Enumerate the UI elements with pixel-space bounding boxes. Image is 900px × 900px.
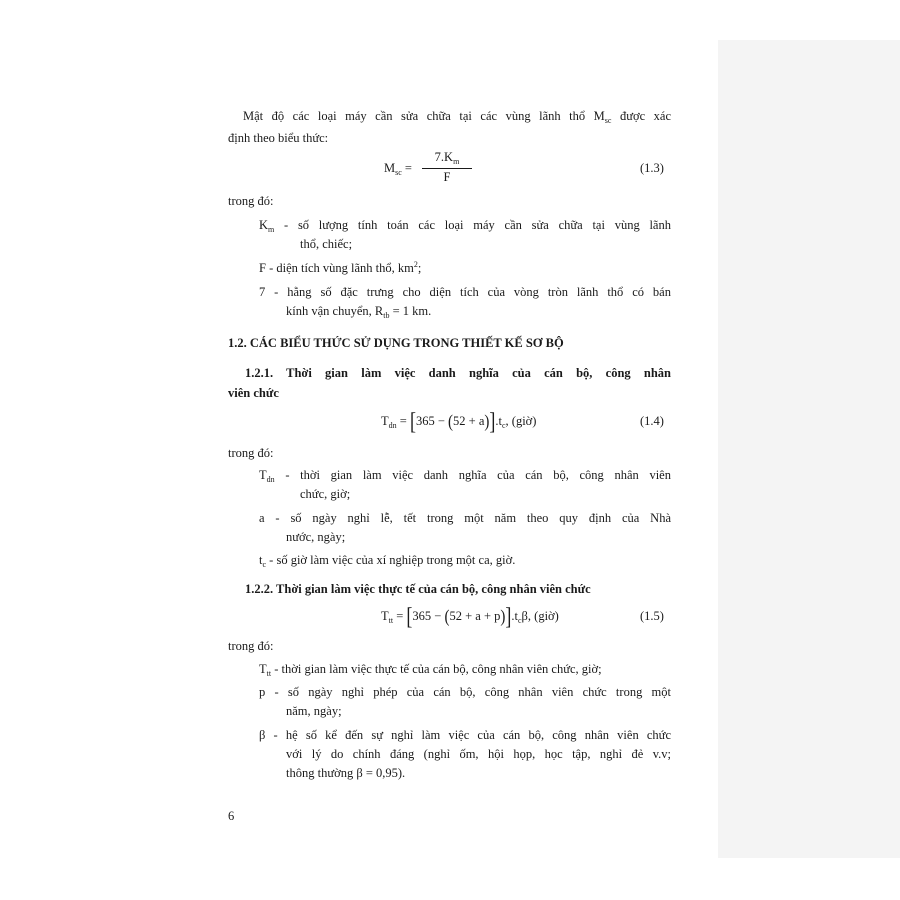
- where1-label: trong đó:: [228, 194, 274, 208]
- where3-label: trong đó:: [228, 639, 274, 653]
- eq14-expression: $T_{dn} = [365 - (52 + a)].t_c$, (giờ): [381, 407, 537, 435]
- eq15-expression: $T_{tt} = [365 - (52 + a + p)].t_c\beta$, (giờ): [381, 602, 559, 630]
- eq13-lhs: $M_{sc}$ =: [384, 161, 412, 177]
- subsection-1-2-1-title-cont: viên chức: [228, 386, 279, 400]
- section-1-2-title: 1.2. CÁC BIỂU THỨC SỬ DỤNG TRONG THIẾT KẾ SƠ BỘ: [228, 336, 564, 350]
- eq14-number: (1.4): [640, 414, 664, 428]
- subsection-1-2-1-title: 1.2.1. Thời gian làm việc danh nghĩa của cán bộ, công nhân: [245, 366, 671, 380]
- intro-line-2: định theo biểu thức:: [228, 131, 329, 145]
- where3-item-beta-cont-1: với lý do chính đáng (nghỉ ốm, hội họp, học tập, nghỉ đẻ v.v;: [286, 747, 671, 761]
- intro-line-1: Mật độ các loại máy cần sửa chữa tại các vùng lãnh thổ $M_{sc}$ được xác: [243, 109, 671, 125]
- page-number: 6: [228, 809, 235, 823]
- where1-item-7: 7 - hằng số đặc trưng cho diện tích của vòng tròn lãnh thổ có bán: [259, 285, 671, 299]
- where1-item-km: $K_m$ - số lượng tính toán các loại máy cần sửa chữa tại vùng lãnh: [259, 218, 671, 234]
- where1-item-7-cont: kính vận chuyển, $R_{tb} = 1$ km.: [286, 304, 432, 320]
- where2-item-a: a - số ngày nghỉ lễ, tết trong một năm theo quy định của Nhà: [259, 511, 671, 525]
- eq13-fraction: [422, 149, 472, 185]
- where2-item-a-cont: nước, ngày;: [286, 530, 346, 544]
- where3-item-p-cont: năm, ngày;: [286, 704, 342, 718]
- where3-item-p: p - số ngày nghỉ phép của cán bộ, công nhân viên chức trong một: [259, 685, 671, 699]
- where1-item-f: F - diện tích vùng lãnh thổ, $km^2$;: [259, 260, 422, 275]
- eq13-number: (1.3): [640, 161, 664, 175]
- eq15-number: (1.5): [640, 609, 664, 623]
- where2-item-tdn-cont: chức, giờ;: [300, 487, 351, 501]
- eq13-numerator: $7.K_m$: [422, 149, 472, 169]
- subsection-1-2-2-title: 1.2.2. Thời gian làm việc thực tế của cán bộ, công nhân viên chức: [245, 582, 591, 596]
- where3-item-ttt: $T_{tt}$ - thời gian làm việc thực tế của cán bộ, công nhân viên chức, giờ;: [259, 662, 602, 678]
- eq13-denominator: F: [443, 170, 451, 184]
- where3-item-beta: β - hệ số kể đến sự nghỉ làm việc của cán bộ, công nhân viên chức: [259, 728, 671, 742]
- where2-item-tdn: $T_{dn}$ - thời gian làm việc danh nghĩa của cán bộ, công nhân viên: [259, 468, 671, 484]
- where3-item-beta-cont-2: thông thường β = 0,95).: [286, 766, 406, 780]
- where2-label: trong đó:: [228, 446, 274, 460]
- where2-item-tc: $t_c$ - số giờ làm việc của xí nghiệp trong một ca, giờ.: [259, 553, 516, 569]
- where1-item-km-cont: thổ, chiếc;: [300, 237, 353, 251]
